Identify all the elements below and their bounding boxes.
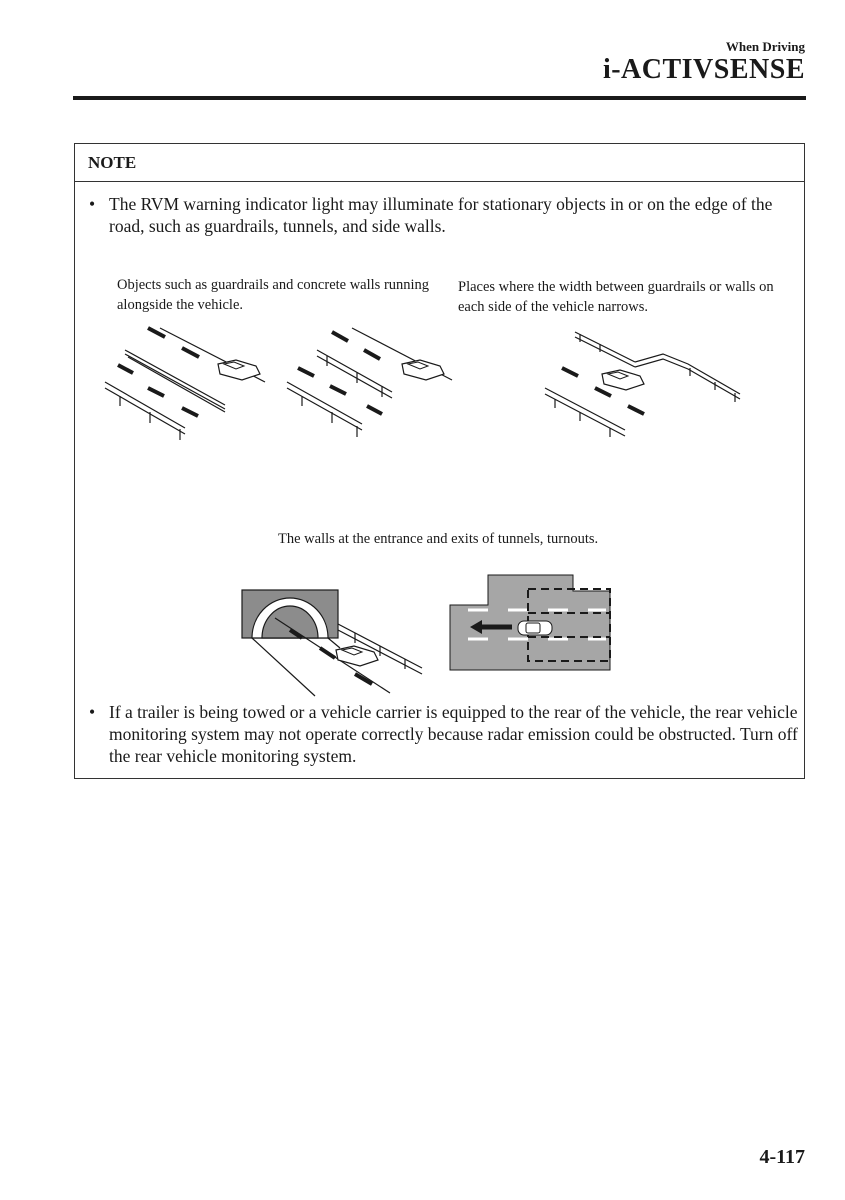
- car-icon: [402, 360, 444, 380]
- bullet-text: If a trailer is being towed or a vehicle carrier is equipped to the rear of the vehicle, the rear vehicle monitoring system may not operate correctly because radar emission could be obstructed. Turn off the rear vehicle monitoring system.: [109, 702, 798, 766]
- car-icon: [602, 370, 644, 390]
- illustration-turnout: [448, 573, 618, 673]
- caption-guardrails: Objects such as guardrails and concrete walls running alongside the vehicle.: [117, 277, 430, 313]
- bullet-text: The RVM warning indicator light may illuminate for stationary objects in or on the edge of the road, such as guardrails, tunnels, and side walls.: [109, 194, 773, 236]
- note-box: [74, 143, 805, 779]
- car-icon: [336, 646, 378, 666]
- header-rule: [73, 96, 806, 100]
- bullet-mark: •: [89, 702, 96, 722]
- note-title: NOTE: [88, 153, 137, 172]
- illustration-double-guardrail: [282, 320, 457, 450]
- illustration-tunnel: [240, 588, 425, 698]
- caption-narrowing: Places where the width between guardrails or walls on each side of the vehicle narrows.: [458, 279, 774, 315]
- illustration-guardrail-wall: [100, 320, 270, 450]
- page-number: 4-117: [759, 1146, 805, 1168]
- note-header: [75, 144, 804, 182]
- illustration-narrowing-road: [540, 320, 745, 450]
- caption-tunnels: The walls at the entrance and exits of tunnels, turnouts.: [278, 531, 599, 547]
- bullet-mark: •: [89, 194, 96, 214]
- car-icon: [218, 360, 260, 380]
- chapter-title: i-ACTIVSENSE: [602, 54, 805, 85]
- car-icon: [518, 621, 552, 635]
- section-label: When Driving: [725, 39, 805, 54]
